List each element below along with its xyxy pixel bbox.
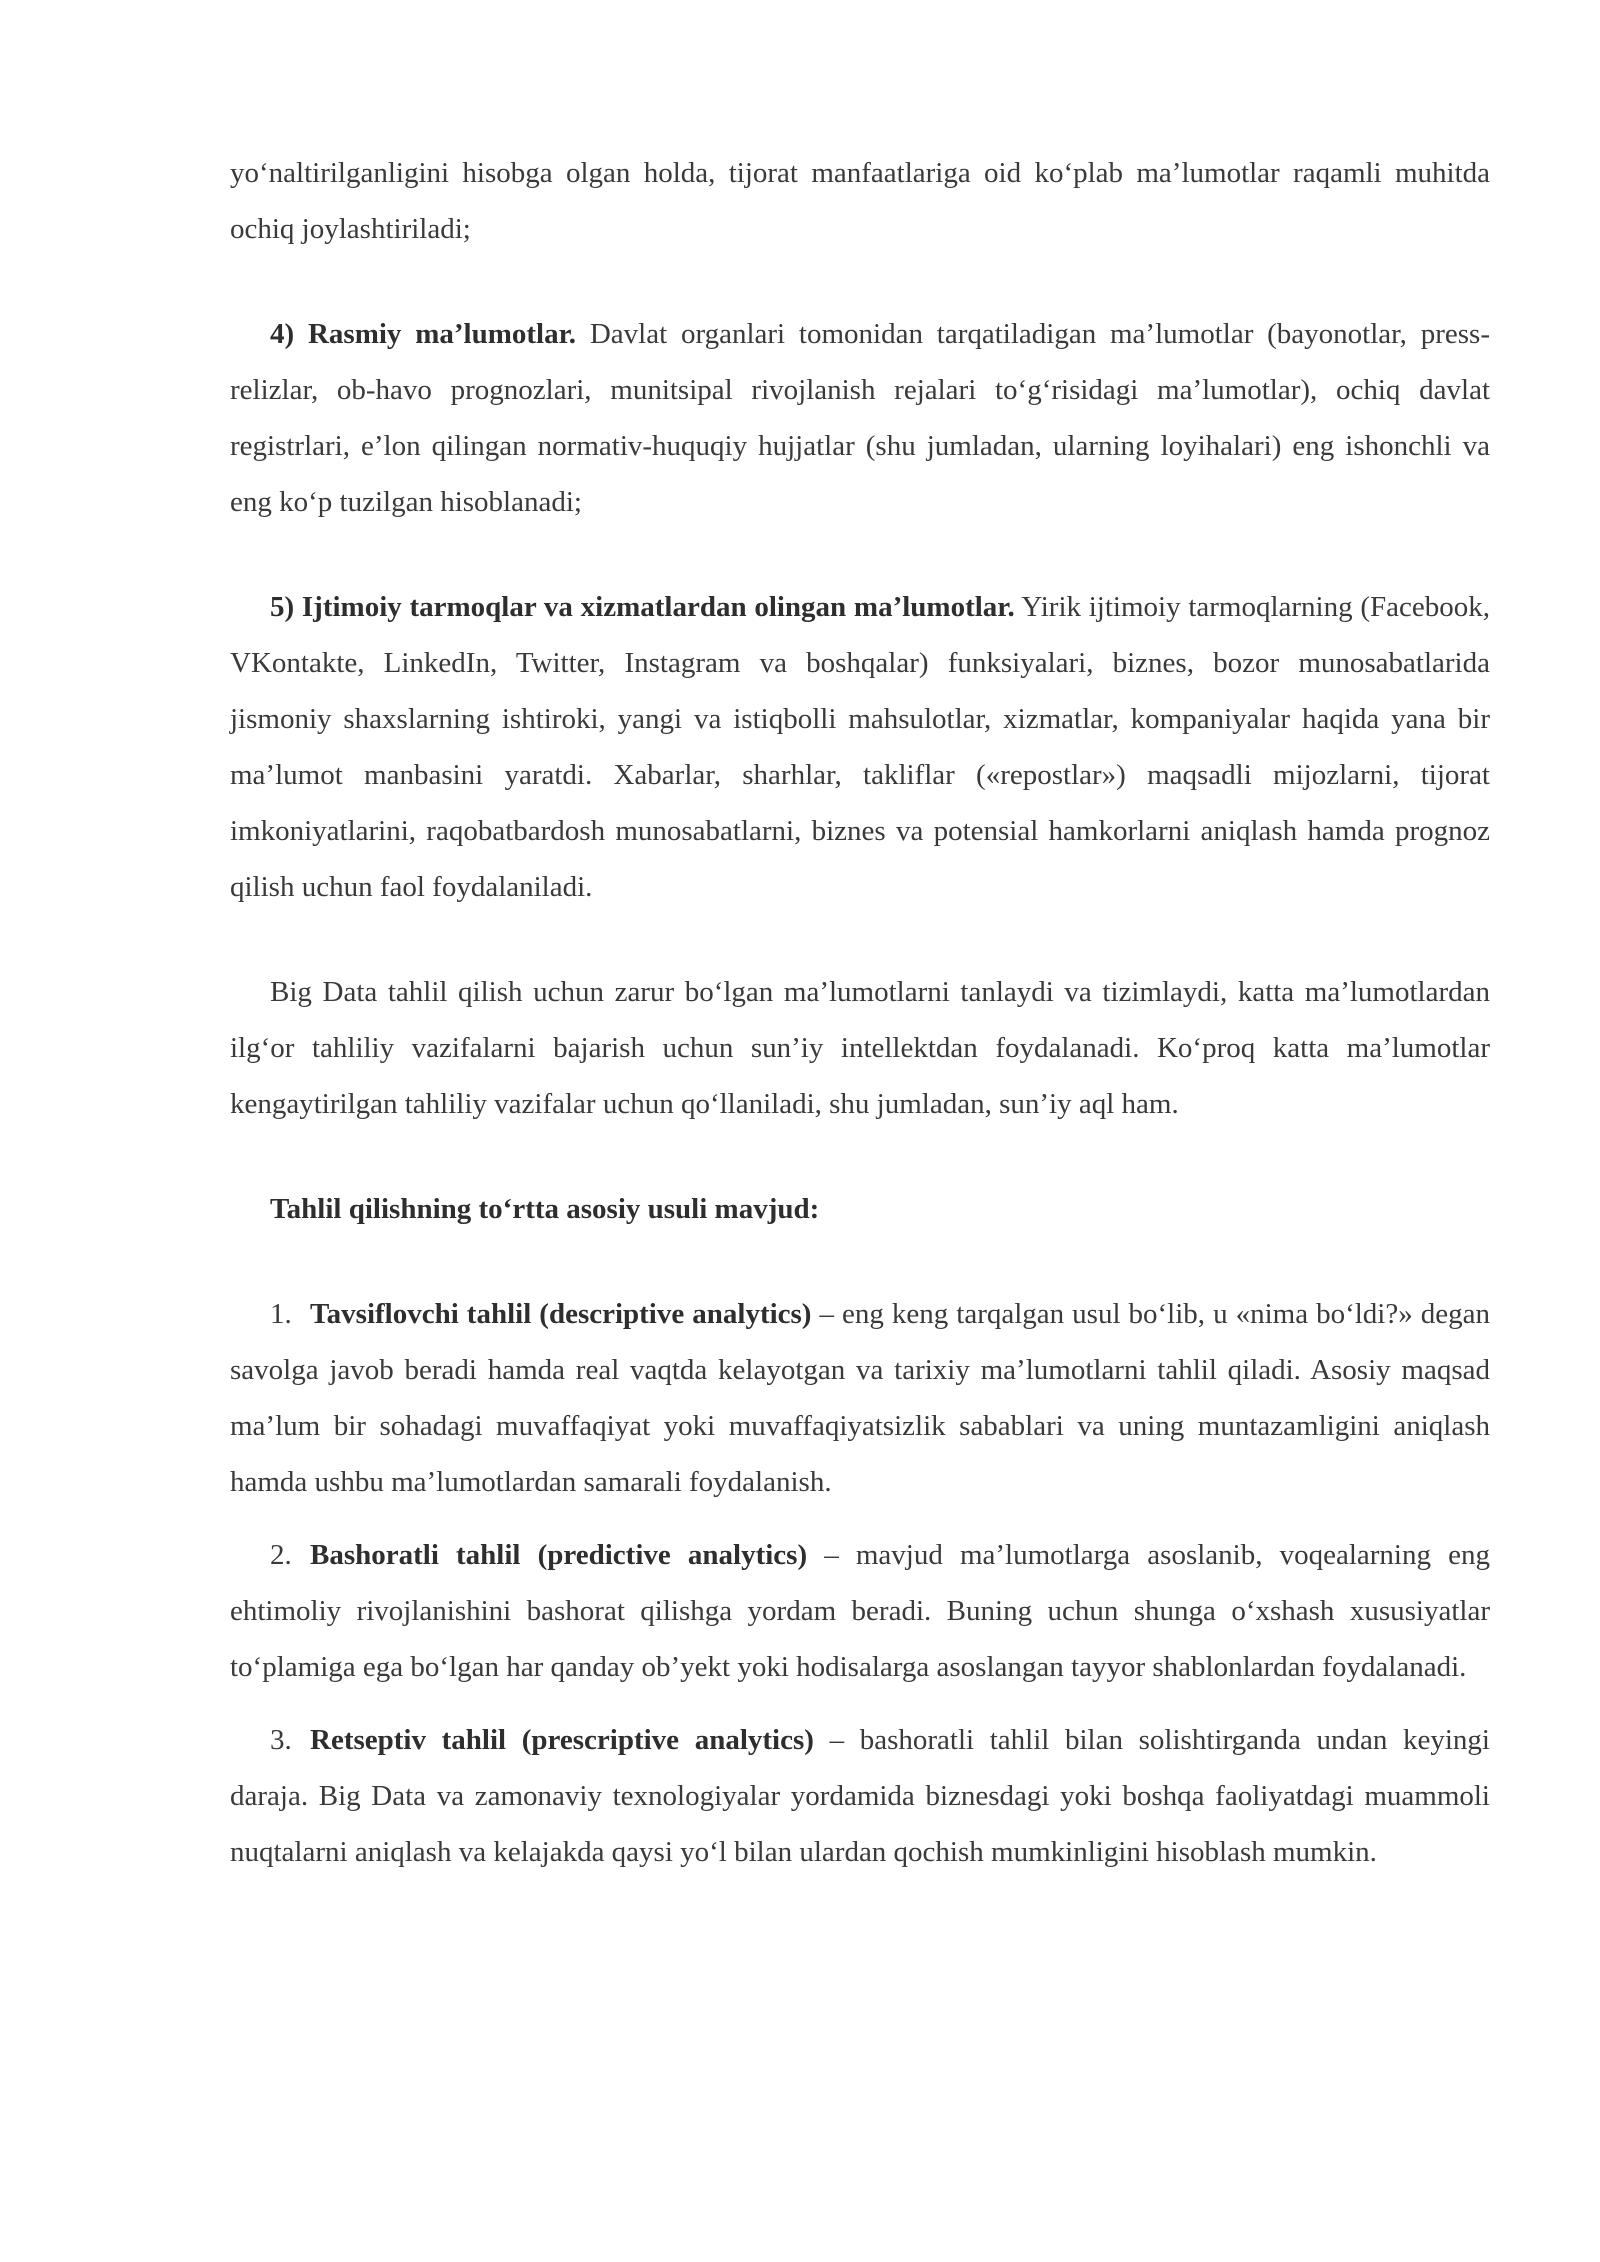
list-item-text: – mavjud ma’lumotlarga asoslanib, voqealarning eng ehtimoliy rivojlanishini bashorat qilishga yordam beradi. Buning uchun shunga o‘xshash xususiyatlar to‘plamiga ega bo‘lgan har qanday ob’yekt yoki hodisalarga asoslangan tayyor shablonlardan foydalanadi. [230,1539,1490,1683]
list-item [230,1527,1490,1695]
paragraph-heading: 5) Ijtimoiy tarmoqlar va xizmatlardan olingan ma’lumotlar. [270,591,1015,623]
list-item [230,1286,1490,1510]
section-heading-text: Tahlil qilishning to‘rtta asosiy usuli mavjud: [270,1193,820,1225]
list-item-term: Bashoratli tahlil (predictive analytics) [310,1539,808,1571]
paragraph-heading: 4) Rasmiy ma’lumotlar. [270,318,577,350]
section-heading [230,1181,1490,1237]
list-item-text: – bashoratli tahlil bilan solishtirganda undan keyingi daraja. Big Data va zamonaviy texnologiyalar yordamida biznesdagi yoki boshqa faoliyatdagi muammoli nuqtalarni aniqlash va kelajakda qaysi yo‘l bilan ulardan qochish mumkinligini hisoblash mumkin. [230,1724,1490,1868]
list-item-number: 1. [270,1298,292,1330]
paragraph-text: Big Data tahlil qilish uchun zarur bo‘lgan ma’lumotlarni tanlaydi va tizimlaydi, katta ma’lumotlardan ilg‘or tahliliy vazifalarni bajarish uchun sun’iy intellektdan foydalanadi. Ko‘proq katta ma’lumotlar kengaytirilgan tahliliy vazifalar uchun qo‘llaniladi, shu jumladan, sun’iy aql ham. [230,976,1490,1120]
list-item [230,1712,1490,1880]
paragraph-social-data [230,579,1490,915]
paragraph-big-data [230,964,1490,1132]
list-item-number: 2. [270,1539,292,1571]
paragraph-text: Yirik ijtimoiy tarmoqlarning (Facebook, VKontakte, LinkedIn, Twitter, Instagram va boshqalar) funksiyalari, biznes, bozor munosabatlarida jismoniy shaxslarning ishtiroki, yangi va istiqbolli mahsulotlar, xizmatlar, kompaniyalar haqida yana bir ma’lumot manbasini yaratdi. Xabarlar, sharhlar, takliflar («repostlar») maqsadli mijozlarni, tijorat imkoniyatlarini, raqobatbardosh munosabatlarni, biznes va potensial hamkorlarni aniqlash hamda prognoz qilish uchun faol foydalaniladi. [230,591,1490,903]
document-page [230,145,1490,1880]
paragraph-official-data [230,306,1490,530]
list-item-text: – eng keng tarqalgan usul bo‘lib, u «nima bo‘ldi?» degan savolga javob beradi hamda real vaqtda kelayotgan va tarixiy ma’lumotlarni tahlil qiladi. Asosiy maqsad ma’lum bir sohadagi muvaffaqiyat yoki muvaffaqiyatsizlik sabablari va uning muntazamligini aniqlash hamda ushbu ma’lumotlardan samarali foydalanish. [230,1298,1490,1498]
paragraph-text: Davlat organlari tomonidan tarqatiladigan ma’lumotlar (bayonotlar, press-relizlar, ob-havo prognozlari, munitsipal rivojlanish rejalari to‘g‘risidagi ma’lumotlar), ochiq davlat registrlari, e’lon qilingan normativ-huquqiy hujjatlar (shu jumladan, ularning loyihalari) eng ishonchli va eng ko‘p tuzilgan hisoblanadi; [230,318,1490,518]
list-item-number: 3. [270,1724,292,1756]
paragraph-text: yo‘naltirilganligini hisobga olgan holda, tijorat manfaatlariga oid ko‘plab ma’lumotlar raqamli muhitda ochiq joylashtiriladi; [230,157,1490,245]
list-item-term: Tavsiflovchi tahlil (descriptive analytics) [310,1298,812,1330]
list-item-term: Retseptiv tahlil (prescriptive analytics) [310,1724,814,1756]
paragraph-continuation [230,145,1490,257]
